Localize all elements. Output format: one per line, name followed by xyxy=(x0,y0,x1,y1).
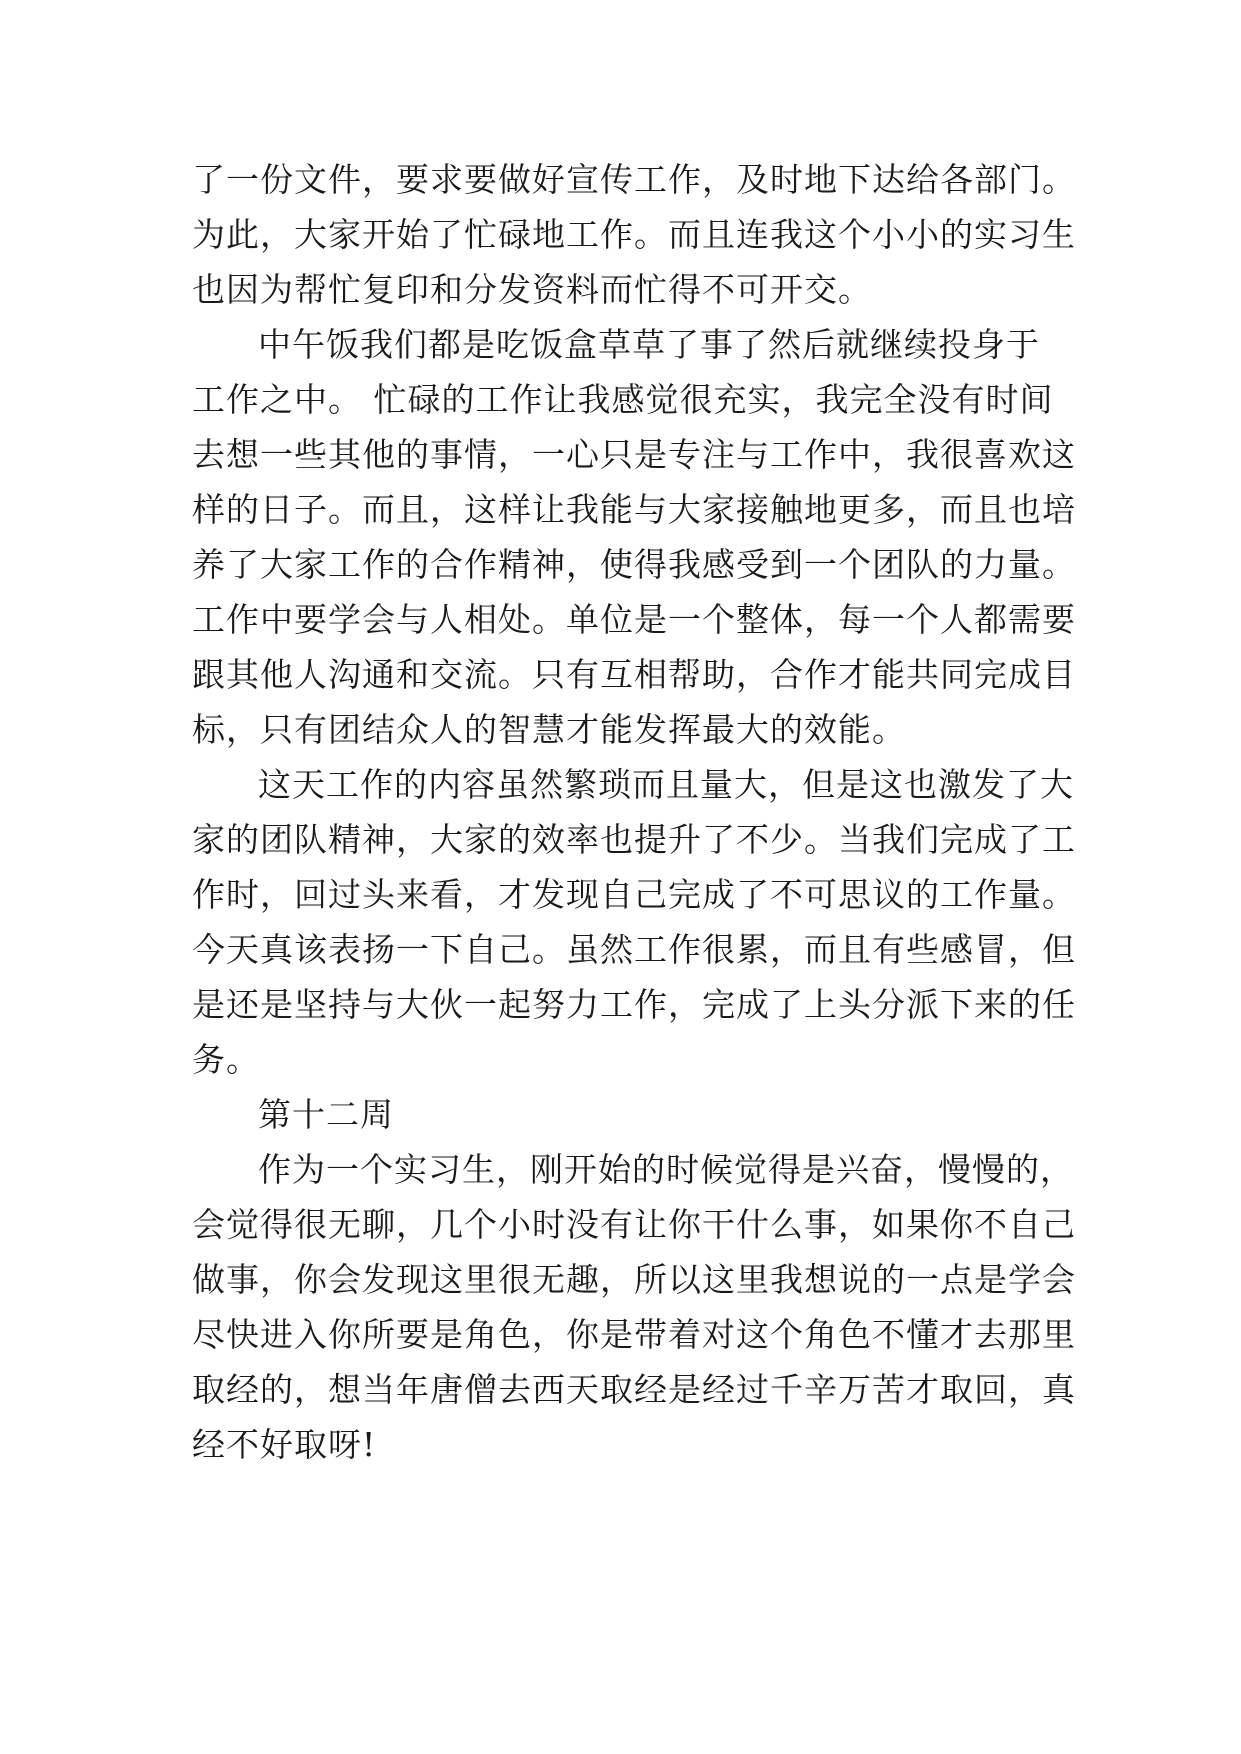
section-heading: 第十二周 xyxy=(258,1095,394,1134)
text-line: 今天真该表扬一下自己。虽然工作很累，而且有些感冒，但 xyxy=(192,930,1076,969)
text-line: 做事，你会发现这里很无趣，所以这里我想说的一点是学会 xyxy=(192,1260,1076,1299)
text-line: 工作之中。 忙碌的工作让我感觉很充实，我完全没有时间 xyxy=(192,380,1054,419)
text-line: 家的团队精神，大家的效率也提升了不少。当我们完成了工 xyxy=(192,820,1076,859)
text-line: 会觉得很无聊，几个小时没有让你干什么事，如果你不自己 xyxy=(192,1205,1076,1244)
text-line: 作时，回过头来看，才发现自己完成了不可思议的工作量。 xyxy=(192,875,1076,914)
paragraph-first-line: 这天工作的内容虽然繁琐而且量大，但是这也激发了大 xyxy=(258,765,1074,804)
text-line: 工作中要学会与人相处。单位是一个整体，每一个人都需要 xyxy=(192,600,1076,639)
text-line: 样的日子。而且，这样让我能与大家接触地更多，而且也培 xyxy=(192,490,1076,529)
text-line: 为此，大家开始了忙碌地工作。而且连我这个小小的实习生 xyxy=(192,215,1076,254)
text-line: 取经的，想当年唐僧去西天取经是经过千辛万苦才取回，真 xyxy=(192,1370,1076,1409)
text-line: 标，只有团结众人的智慧才能发挥最大的效能。 xyxy=(192,710,906,749)
text-line: 务。 xyxy=(192,1040,260,1079)
paragraph-first-line: 作为一个实习生，刚开始的时候觉得是兴奋，慢慢的， xyxy=(258,1150,1074,1189)
text-line: 了一份文件，要求要做好宣传工作，及时地下达给各部门。 xyxy=(192,160,1076,199)
text-line: 尽快进入你所要是角色，你是带着对这个角色不懂才去那里 xyxy=(192,1315,1076,1354)
text-line: 养了大家工作的合作精神，使得我感受到一个团队的力量。 xyxy=(192,545,1076,584)
text-line: 也因为帮忙复印和分发资料而忙得不可开交。 xyxy=(192,270,872,309)
paragraph-first-line: 中午饭我们都是吃饭盒草草了事了然后就继续投身于 xyxy=(258,325,1040,364)
text-line: 经不好取呀! xyxy=(192,1425,377,1464)
text-line: 是还是坚持与大伙一起努力工作，完成了上头分派下来的任 xyxy=(192,985,1076,1024)
text-line: 跟其他人沟通和交流。只有互相帮助，合作才能共同完成目 xyxy=(192,655,1076,694)
text-line: 去想一些其他的事情，一心只是专注与工作中，我很喜欢这 xyxy=(192,435,1076,474)
